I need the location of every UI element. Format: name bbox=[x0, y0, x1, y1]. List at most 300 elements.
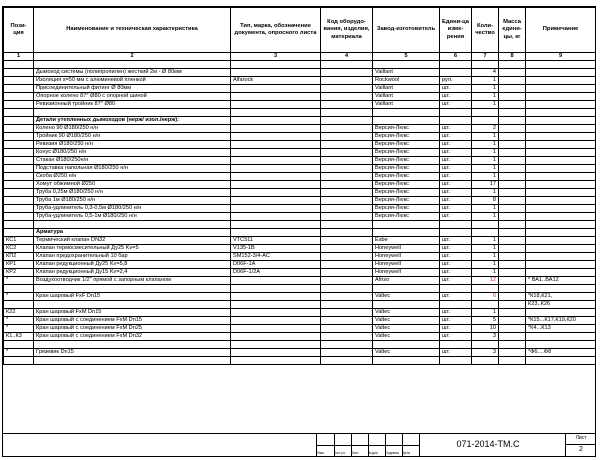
table-row bbox=[4, 69, 596, 77]
cell-note bbox=[526, 77, 596, 85]
table-row bbox=[4, 93, 596, 101]
cell-pos: * bbox=[4, 317, 34, 325]
cell-note: К23..К26 bbox=[526, 301, 596, 309]
cell-unit: шт. bbox=[440, 101, 472, 109]
cell-maker: Версия-Люкс bbox=[373, 125, 440, 133]
cell-code bbox=[321, 261, 373, 269]
table-row bbox=[4, 181, 596, 189]
cell-code bbox=[321, 69, 373, 77]
cell-mass bbox=[499, 205, 526, 213]
column-number: 5 bbox=[373, 53, 440, 61]
cell-name bbox=[34, 61, 231, 69]
cell-unit bbox=[440, 341, 472, 349]
cell-unit: шт. bbox=[440, 293, 472, 301]
cell-maker: Valtec bbox=[373, 293, 440, 301]
cell-name: Дымоход системы (полипропилен) жесткий 2м - Ø 80мм bbox=[34, 69, 231, 77]
cell-maker: Версия-Люкс bbox=[373, 189, 440, 197]
column-number: 3 bbox=[231, 53, 321, 61]
cell-name bbox=[34, 221, 231, 229]
cell-note bbox=[526, 101, 596, 109]
sheet-number: 2 bbox=[566, 444, 596, 453]
cell-type bbox=[231, 293, 321, 301]
cell-type bbox=[231, 317, 321, 325]
table-row bbox=[4, 309, 596, 317]
cell-pos bbox=[4, 197, 34, 205]
cell-qty: 8 bbox=[472, 197, 499, 205]
cell-maker: Версия-Люкс bbox=[373, 133, 440, 141]
table-row bbox=[4, 357, 596, 365]
cell-unit bbox=[440, 109, 472, 117]
cell-mass bbox=[499, 149, 526, 157]
cell-mass bbox=[499, 229, 526, 237]
cell-unit: шт. bbox=[440, 205, 472, 213]
cell-maker: Valtec bbox=[373, 309, 440, 317]
table-row bbox=[4, 333, 596, 341]
cell-qty: 1 bbox=[472, 189, 499, 197]
cell-type bbox=[231, 181, 321, 189]
cell-pos: КР1 bbox=[4, 261, 34, 269]
cell-mass bbox=[499, 293, 526, 301]
cell-pos bbox=[4, 69, 34, 77]
cell-code bbox=[321, 253, 373, 261]
cell-code bbox=[321, 157, 373, 165]
cell-mass bbox=[499, 61, 526, 69]
cell-name: Кран шаровый FxF Dn15 bbox=[34, 293, 231, 301]
table-row bbox=[4, 173, 596, 181]
cell-type: D06F-1A bbox=[231, 261, 321, 269]
cell-name: Подставка напольная Ø180/250 н/н bbox=[34, 165, 231, 173]
cell-note bbox=[526, 141, 596, 149]
cell-maker bbox=[373, 221, 440, 229]
specification-body bbox=[4, 61, 596, 365]
cell-mass bbox=[499, 141, 526, 149]
cell-mass bbox=[499, 157, 526, 165]
cell-qty: 1 bbox=[472, 133, 499, 141]
cell-note bbox=[526, 133, 596, 141]
cell-name: Кран шаровый FxM Dn15 bbox=[34, 309, 231, 317]
cell-note bbox=[526, 85, 596, 93]
cell-code bbox=[321, 285, 373, 293]
cell-pos bbox=[4, 189, 34, 197]
cell-type bbox=[231, 189, 321, 197]
cell-qty bbox=[472, 221, 499, 229]
column-number: 8 bbox=[499, 53, 526, 61]
stamp-label-sheet: Лист bbox=[351, 451, 359, 455]
cell-pos bbox=[4, 149, 34, 157]
table-row bbox=[4, 349, 596, 357]
cell-maker: Honeywell bbox=[373, 253, 440, 261]
cell-note bbox=[526, 157, 596, 165]
cell-maker: Valtec bbox=[373, 325, 440, 333]
table-row bbox=[4, 109, 596, 117]
table-row bbox=[4, 77, 596, 85]
cell-mass bbox=[499, 341, 526, 349]
cell-note: *К4...К13 bbox=[526, 325, 596, 333]
cell-mass bbox=[499, 181, 526, 189]
stamp-label-date: Дата bbox=[402, 451, 410, 455]
cell-unit: шт. bbox=[440, 189, 472, 197]
cell-unit: шт. bbox=[440, 157, 472, 165]
cell-code bbox=[321, 125, 373, 133]
cell-mass bbox=[499, 333, 526, 341]
cell-maker bbox=[373, 229, 440, 237]
cell-name: Скоба Ø250 н/н bbox=[34, 173, 231, 181]
cell-name: Колено 90 Ø180/250 н/н bbox=[34, 125, 231, 133]
cell-name: Изоляция s=50 мм с алюминевой пленкой bbox=[34, 77, 231, 85]
cell-type: VTC511 bbox=[231, 237, 321, 245]
header-note: Примечание bbox=[526, 8, 596, 53]
cell-pos: К22 bbox=[4, 309, 34, 317]
cell-unit: шт. bbox=[440, 141, 472, 149]
sheet-number-box bbox=[565, 434, 596, 456]
cell-maker bbox=[373, 301, 440, 309]
cell-unit: шт. bbox=[440, 261, 472, 269]
column-number: 1 bbox=[4, 53, 34, 61]
cell-code bbox=[321, 309, 373, 317]
cell-unit: шт. bbox=[440, 173, 472, 181]
cell-note bbox=[526, 309, 596, 317]
cell-code bbox=[321, 293, 373, 301]
cell-type bbox=[231, 117, 321, 125]
cell-type bbox=[231, 333, 321, 341]
table-row bbox=[4, 229, 596, 237]
cell-maker bbox=[373, 61, 440, 69]
cell-unit: шт. bbox=[440, 93, 472, 101]
cell-unit bbox=[440, 61, 472, 69]
table-row bbox=[4, 205, 596, 213]
cell-unit: шт. bbox=[440, 213, 472, 221]
cell-note bbox=[526, 245, 596, 253]
sheet-label: Лист bbox=[575, 435, 587, 441]
cell-note bbox=[526, 213, 596, 221]
table-row bbox=[4, 221, 596, 229]
header-row bbox=[4, 8, 596, 53]
cell-note bbox=[526, 149, 596, 157]
cell-name bbox=[34, 357, 231, 365]
cell-name bbox=[34, 301, 231, 309]
cell-unit: шт. bbox=[440, 125, 472, 133]
cell-note bbox=[526, 261, 596, 269]
cell-name: Клапан предохранительный 10 бар bbox=[34, 253, 231, 261]
cell-note bbox=[526, 109, 596, 117]
cell-unit: шт. bbox=[440, 333, 472, 341]
cell-type bbox=[231, 205, 321, 213]
cell-mass bbox=[499, 77, 526, 85]
header-quantity: Коли-чество bbox=[472, 8, 499, 53]
specification-sheet bbox=[2, 6, 596, 457]
cell-name bbox=[34, 341, 231, 349]
cell-mass bbox=[499, 245, 526, 253]
cell-type: Alfarock bbox=[231, 77, 321, 85]
cell-note bbox=[526, 117, 596, 125]
cell-unit bbox=[440, 221, 472, 229]
cell-type bbox=[231, 61, 321, 69]
cell-qty: 1 bbox=[472, 101, 499, 109]
cell-code bbox=[321, 341, 373, 349]
table-row bbox=[4, 189, 596, 197]
cell-pos bbox=[4, 77, 34, 85]
cell-name: Труба 1м Ø180/250 н/н bbox=[34, 197, 231, 205]
table-row bbox=[4, 341, 596, 349]
cell-maker: Vaillant bbox=[373, 69, 440, 77]
cell-note bbox=[526, 189, 596, 197]
cell-unit: шт. bbox=[440, 277, 472, 285]
cell-code bbox=[321, 173, 373, 181]
cell-qty: 5 bbox=[472, 317, 499, 325]
column-number: 4 bbox=[321, 53, 373, 61]
cell-qty bbox=[472, 109, 499, 117]
cell-type bbox=[231, 149, 321, 157]
cell-type bbox=[231, 213, 321, 221]
cell-pos bbox=[4, 165, 34, 173]
cell-qty: 1 bbox=[472, 269, 499, 277]
cell-maker: Версия-Люкс bbox=[373, 157, 440, 165]
cell-type bbox=[231, 349, 321, 357]
cell-code bbox=[321, 165, 373, 173]
cell-qty: 1 bbox=[472, 309, 499, 317]
cell-qty: 1 bbox=[472, 93, 499, 101]
cell-type bbox=[231, 69, 321, 77]
cell-qty: 3 bbox=[472, 333, 499, 341]
cell-code bbox=[321, 181, 373, 189]
cell-unit: шт. bbox=[440, 149, 472, 157]
cell-qty: 1 bbox=[472, 165, 499, 173]
cell-pos bbox=[4, 213, 34, 221]
table-row bbox=[4, 213, 596, 221]
cell-unit: шт. bbox=[440, 349, 472, 357]
cell-name: Конус Ø180/250 н/н bbox=[34, 149, 231, 157]
cell-code bbox=[321, 109, 373, 117]
cell-note bbox=[526, 269, 596, 277]
cell-type bbox=[231, 277, 321, 285]
cell-type: SM152-3/4-AC bbox=[231, 253, 321, 261]
cell-name bbox=[34, 285, 231, 293]
table-row bbox=[4, 301, 596, 309]
cell-qty: 4 bbox=[472, 69, 499, 77]
cell-pos: * bbox=[4, 293, 34, 301]
cell-mass bbox=[499, 285, 526, 293]
cell-mass bbox=[499, 325, 526, 333]
cell-type bbox=[231, 285, 321, 293]
cell-name: Кран шаровый с соединением FxM Dn32 bbox=[34, 333, 231, 341]
cell-maker: Версия-Люкс bbox=[373, 173, 440, 181]
cell-mass bbox=[499, 253, 526, 261]
title-block bbox=[3, 433, 595, 456]
cell-name: Клапан редукционный Ду15 Kv=2,4 bbox=[34, 269, 231, 277]
cell-pos bbox=[4, 173, 34, 181]
cell-pos bbox=[4, 205, 34, 213]
cell-maker bbox=[373, 357, 440, 365]
cell-unit: шт. bbox=[440, 133, 472, 141]
cell-maker: Версия-Люкс bbox=[373, 205, 440, 213]
cell-unit bbox=[440, 357, 472, 365]
table-row bbox=[4, 117, 596, 125]
cell-pos bbox=[4, 357, 34, 365]
cell-note: * ВА1..ВА12 bbox=[526, 277, 596, 285]
table-row bbox=[4, 61, 596, 69]
table-row bbox=[4, 85, 596, 93]
title-block-grid bbox=[316, 434, 419, 456]
cell-type bbox=[231, 141, 321, 149]
cell-code bbox=[321, 213, 373, 221]
column-number: 2 bbox=[34, 53, 231, 61]
cell-type bbox=[231, 309, 321, 317]
cell-maker: Valtec bbox=[373, 349, 440, 357]
cell-pos: КП2 bbox=[4, 253, 34, 261]
cell-note bbox=[526, 173, 596, 181]
cell-unit: шт. bbox=[440, 269, 472, 277]
cell-maker: Honeywell bbox=[373, 261, 440, 269]
cell-qty: 1 bbox=[472, 173, 499, 181]
cell-unit: шт. bbox=[440, 253, 472, 261]
table-row bbox=[4, 237, 596, 245]
cell-mass bbox=[499, 269, 526, 277]
cell-mass bbox=[499, 309, 526, 317]
table-row bbox=[4, 141, 596, 149]
table-row bbox=[4, 269, 596, 277]
cell-note: *Ф6....Ф8 bbox=[526, 349, 596, 357]
cell-mass bbox=[499, 189, 526, 197]
cell-pos bbox=[4, 109, 34, 117]
cell-name: Воздухоотводчик 1/2" прямой с запорным клапаном bbox=[34, 277, 231, 285]
cell-pos bbox=[4, 285, 34, 293]
column-number: 9 bbox=[526, 53, 596, 61]
cell-unit: шт. bbox=[440, 325, 472, 333]
cell-code bbox=[321, 133, 373, 141]
cell-unit: шт. bbox=[440, 317, 472, 325]
cell-type bbox=[231, 101, 321, 109]
cell-type bbox=[231, 197, 321, 205]
header-manufacturer: Завод-изготовитель bbox=[373, 8, 440, 53]
cell-code bbox=[321, 77, 373, 85]
cell-pos bbox=[4, 181, 34, 189]
cell-note bbox=[526, 229, 596, 237]
cell-mass bbox=[499, 277, 526, 285]
cell-type bbox=[231, 325, 321, 333]
cell-pos bbox=[4, 101, 34, 109]
cell-maker: Версия-Люкс bbox=[373, 181, 440, 189]
cell-code bbox=[321, 301, 373, 309]
cell-unit bbox=[440, 117, 472, 125]
cell-pos bbox=[4, 93, 34, 101]
cell-qty: 1 bbox=[472, 237, 499, 245]
cell-type bbox=[231, 229, 321, 237]
cell-pos bbox=[4, 61, 34, 69]
stamp-label-doc: №док. bbox=[368, 451, 379, 455]
header-mass: Масса едини-цы, кг bbox=[499, 8, 526, 53]
cell-name: Термический клапан DN32 bbox=[34, 237, 231, 245]
cell-code bbox=[321, 93, 373, 101]
cell-note bbox=[526, 285, 596, 293]
cell-pos bbox=[4, 157, 34, 165]
cell-code bbox=[321, 205, 373, 213]
cell-name: Тройник 90 Ø180/250 н/н bbox=[34, 133, 231, 141]
cell-qty bbox=[472, 357, 499, 365]
cell-maker: Vaillant bbox=[373, 85, 440, 93]
cell-pos: * bbox=[4, 349, 34, 357]
cell-unit bbox=[440, 301, 472, 309]
cell-name: Кран шаровый с соединением FxM Dn25 bbox=[34, 325, 231, 333]
cell-note bbox=[526, 341, 596, 349]
cell-qty bbox=[472, 229, 499, 237]
cell-name: Труба-удлинитель 0,5-1м Ø180/250 н/н bbox=[34, 213, 231, 221]
cell-pos bbox=[4, 221, 34, 229]
cell-mass bbox=[499, 357, 526, 365]
cell-type bbox=[231, 341, 321, 349]
column-number: 7 bbox=[472, 53, 499, 61]
cell-qty: 1 bbox=[472, 77, 499, 85]
table-row bbox=[4, 261, 596, 269]
cell-note bbox=[526, 205, 596, 213]
cell-qty: 1 bbox=[472, 213, 499, 221]
cell-name: Детали утепленных дымоходов (нерж/ изол./нерж): bbox=[34, 117, 231, 125]
cell-qty: 10 bbox=[472, 325, 499, 333]
cell-name: Грязевик Dn15 bbox=[34, 349, 231, 357]
table-row bbox=[4, 157, 596, 165]
cell-mass bbox=[499, 237, 526, 245]
cell-qty: 1 bbox=[472, 205, 499, 213]
table-row bbox=[4, 245, 596, 253]
cell-unit: шт. bbox=[440, 197, 472, 205]
cell-qty: 1 bbox=[472, 149, 499, 157]
header-unit: Едини-ца изме-рения bbox=[440, 8, 472, 53]
cell-type bbox=[231, 109, 321, 117]
cell-code bbox=[321, 357, 373, 365]
document-code: 071-2014-ТМ.С bbox=[456, 439, 520, 449]
table-row bbox=[4, 197, 596, 205]
cell-name bbox=[34, 109, 231, 117]
cell-name: Кран шаровый с соединением FxM Dn15 bbox=[34, 317, 231, 325]
cell-note bbox=[526, 357, 596, 365]
cell-type: V135-1B bbox=[231, 245, 321, 253]
cell-maker bbox=[373, 341, 440, 349]
cell-qty bbox=[472, 61, 499, 69]
cell-maker: Rockwool bbox=[373, 77, 440, 85]
cell-mass bbox=[499, 125, 526, 133]
cell-qty: 1 bbox=[472, 261, 499, 269]
cell-qty: 1 bbox=[472, 253, 499, 261]
cell-mass bbox=[499, 117, 526, 125]
cell-code bbox=[321, 189, 373, 197]
cell-pos bbox=[4, 341, 34, 349]
cell-type bbox=[231, 301, 321, 309]
cell-note bbox=[526, 181, 596, 189]
cell-name: Труба-удлинитель 0,3-0,5м Ø180/250 н/н bbox=[34, 205, 231, 213]
cell-mass bbox=[499, 213, 526, 221]
table-row bbox=[4, 293, 596, 301]
cell-mass bbox=[499, 109, 526, 117]
cell-unit: шт. bbox=[440, 237, 472, 245]
cell-pos bbox=[4, 133, 34, 141]
cell-name: Клапан редукционный Ду25 Kv=5,8 bbox=[34, 261, 231, 269]
cell-maker: Версия-Люкс bbox=[373, 165, 440, 173]
cell-code bbox=[321, 269, 373, 277]
cell-maker: Версия-Люкс bbox=[373, 149, 440, 157]
cell-code bbox=[321, 349, 373, 357]
cell-code bbox=[321, 245, 373, 253]
cell-code bbox=[321, 317, 373, 325]
table-row bbox=[4, 253, 596, 261]
table-row bbox=[4, 285, 596, 293]
table-row bbox=[4, 149, 596, 157]
cell-name: Стакан Ø180/250н/н bbox=[34, 157, 231, 165]
header-code: Код оборудо-вания, изделия, материала bbox=[321, 8, 373, 53]
cell-type bbox=[231, 133, 321, 141]
cell-qty: 1 bbox=[472, 141, 499, 149]
cell-code bbox=[321, 85, 373, 93]
cell-type bbox=[231, 157, 321, 165]
cell-unit: рул. bbox=[440, 77, 472, 85]
